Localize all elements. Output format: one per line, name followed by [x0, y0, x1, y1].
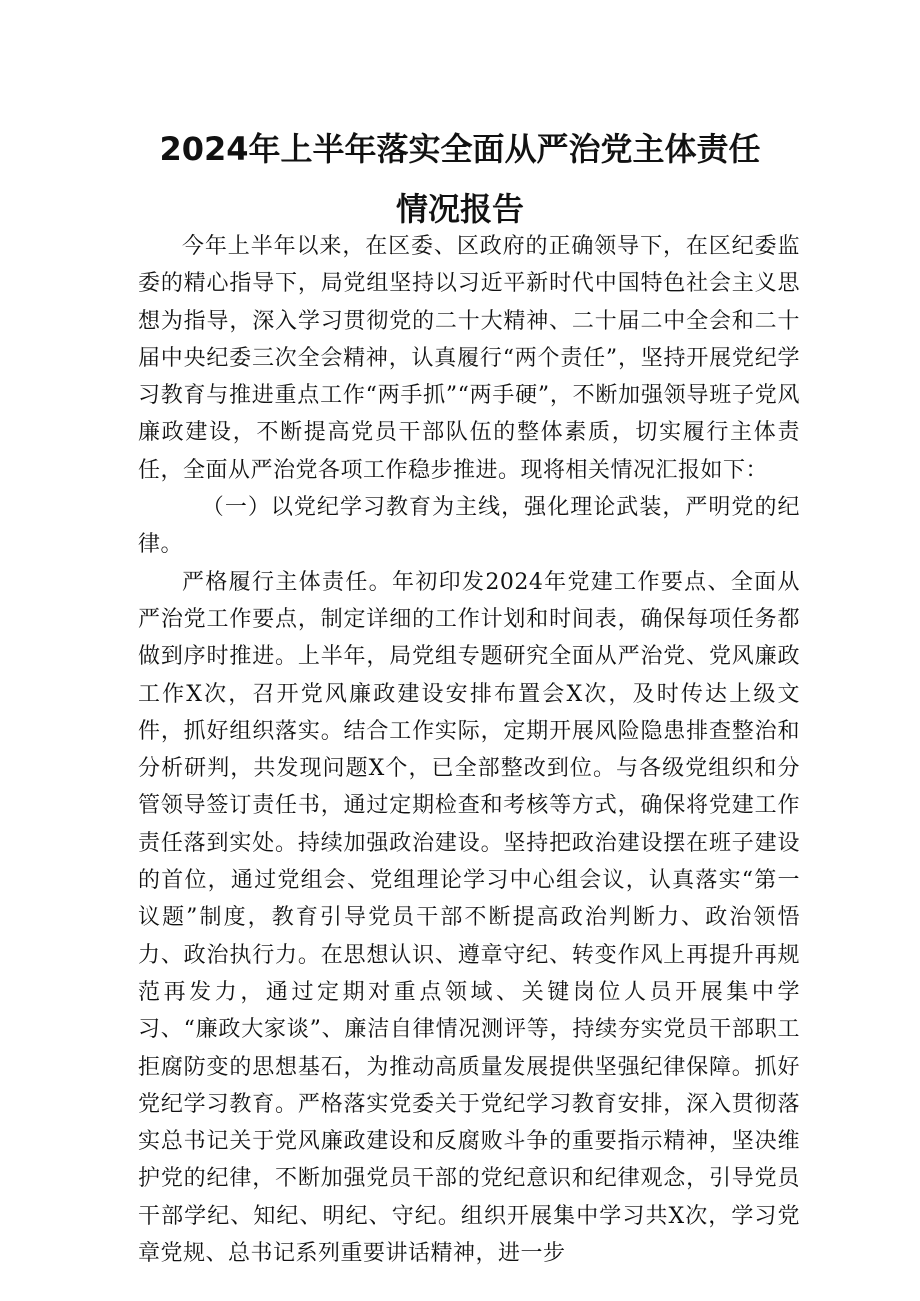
document-title-line-2: 情况报告: [395, 190, 524, 228]
document-body: [138, 228, 800, 1272]
document-title-line-1: 2024年上半年落实全面从严治党主体责任: [159, 130, 761, 168]
section-heading-1: （一）以党纪学习教育为主线，强化理论武装，严明党的纪律。: [138, 495, 800, 558]
paragraph-intro: 今年上半年以来，在区委、区政府的正确领导下，在区纪委监委的精心指导下，局党组坚持以习近平新时代中国特色社会主义思想为指导，深入学习贯彻党的二十大精神、二十届二中全会和二十届中央纪委三次全会精神，认真履行“两个责任”，坚持开展党纪学习教育与推进重点工作“两手抓”“两手硬”，不断加强领导班子党风廉政建设，不断提高党员干部队伍的整体素质，切实履行主体责任，全面从严治党各项工作稳步推进。现将相关情况汇报如下：: [138, 234, 800, 483]
paragraph-main-responsibility: 严格履行主体责任。年初印发2024年党建工作要点、全面从严治党工作要点，制定详细的工作计划和时间表，确保每项任务都做到序时推进。上半年，局党组专题研究全面从严治党、党风廉政工作X次，召开党风廉政建设安排布置会X次，及时传达上级文件，抓好组织落实。结合工作实际，定期开展风险隐患排查整治和分析研判，共发现问题X个，已全部整改到位。与各级党组织和分管领导签订责任书，通过定期检查和考核等方式，确保将党建工作责任落到实处。持续加强政治建设。坚持把政治建设摆在班子建设的首位，通过党组会、党组理论学习中心组会议，认真落实“第一议题”制度，教育引导党员干部不断提高政治判断力、政治领悟力、政治执行力。在思想认识、遵章守纪、转变作风上再提升再规范再发力，通过定期对重点领域、关键岗位人员开展集中学习、“廉政大家谈”、廉洁自律情况测评等，持续夯实党员干部职工拒腐防变的思想基石，为推动高质量发展提供坚强纪律保障。抓好党纪学习教育。严格落实党委关于党纪学习教育安排，深入贯彻落实总书记关于党风廉政建设和反腐败斗争的重要指示精神，坚决维护党的纪律，不断加强党员干部的党纪意识和纪律观念，引导党员干部学纪、知纪、明纪、守纪。组织开展集中学习共X次，学习党章党规、总书记系列重要讲话精神，进一步: [138, 569, 800, 1267]
